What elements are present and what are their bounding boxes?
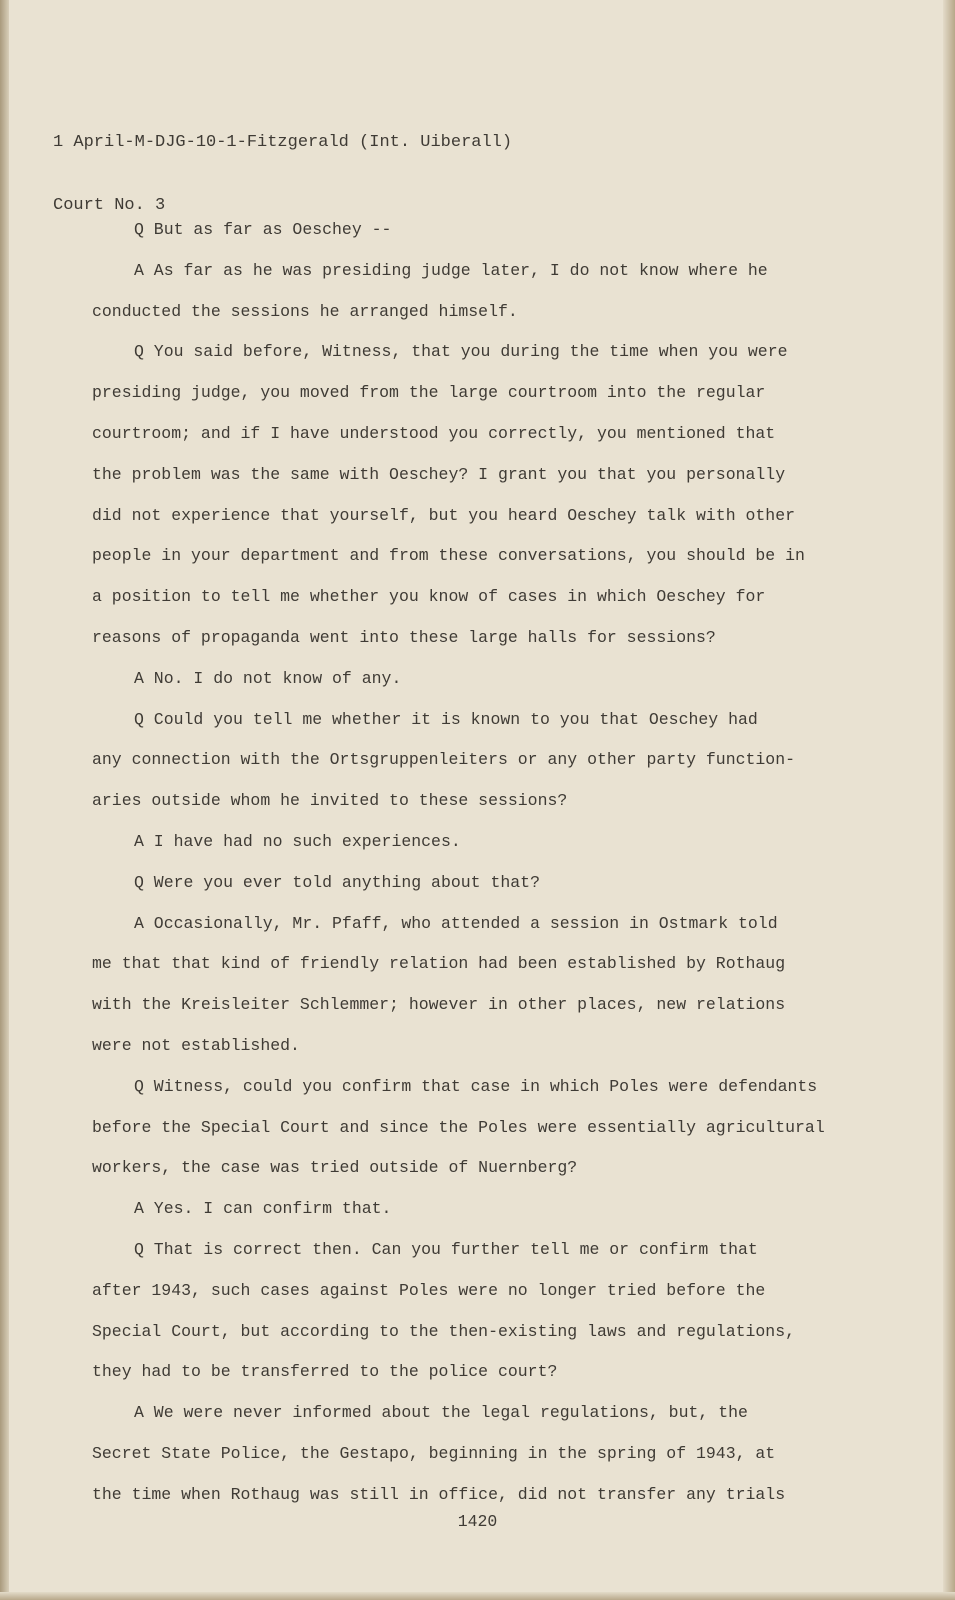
- transcript-line: reasons of propaganda went into these large halls for sessions?: [92, 627, 716, 647]
- header-case-reference: 1 April-M-DJG-10-1-Fitzgerald (Int. Uiberall): [53, 133, 513, 152]
- transcript-line: presiding judge, you moved from the large courtroom into the regular: [92, 383, 766, 403]
- transcript-line: Secret State Police, the Gestapo, beginning in the spring of 1943, at: [92, 1443, 776, 1463]
- transcript-line: A Occasionally, Mr. Pfaff, who attended a session in Ostmark told: [134, 913, 778, 933]
- transcript-line: conducted the sessions he arranged himself.: [92, 301, 518, 321]
- transcript-line: the time when Rothaug was still in office, did not transfer any trials: [92, 1484, 786, 1504]
- transcript-line: were not established.: [92, 1035, 300, 1055]
- transcript-body: [92, 220, 862, 1526]
- transcript-line: any connection with the Ortsgruppenleiters or any other party function-: [92, 750, 796, 770]
- transcript-line: Q Could you tell me whether it is known to you that Oeschey had: [134, 709, 758, 729]
- transcript-line: A I have had no such experiences.: [134, 831, 461, 851]
- transcript-line: Q You said before, Witness, that you during the time when you were: [134, 342, 788, 362]
- transcript-line: A Yes. I can confirm that.: [134, 1199, 392, 1219]
- transcript-line: the problem was the same with Oeschey? I grant you that you personally: [92, 464, 786, 484]
- transcript-line: before the Special Court and since the Poles were essentially agricultural: [92, 1117, 825, 1137]
- page-bottom-edge: [0, 1592, 955, 1600]
- page-right-edge: [943, 0, 955, 1600]
- transcript-line: me that that kind of friendly relation had been established by Rothaug: [92, 954, 786, 974]
- transcript-line: courtroom; and if I have understood you correctly, you mentioned that: [92, 423, 776, 443]
- transcript-line: workers, the case was tried outside of Nuernberg?: [92, 1158, 578, 1178]
- transcript-line: A No. I do not know of any.: [134, 668, 402, 688]
- transcript-line: after 1943, such cases against Poles were no longer tried before the: [92, 1280, 766, 1300]
- transcript-line: did not experience that yourself, but you heard Oeschey talk with other: [92, 505, 796, 525]
- transcript-line: with the Kreisleiter Schlemmer; however in other places, new relations: [92, 995, 786, 1015]
- transcript-line: Q That is correct then. Can you further tell me or confirm that: [134, 1239, 758, 1259]
- transcript-line: A We were never informed about the legal regulations, but, the: [134, 1403, 748, 1423]
- transcript-line: people in your department and from these conversations, you should be in: [92, 546, 805, 566]
- transcript-line: Q Witness, could you confirm that case in which Poles were defendants: [134, 1076, 818, 1096]
- transcript-line: Q But as far as Oeschey --: [134, 220, 392, 239]
- page-number: 1420: [457, 1512, 498, 1531]
- transcript-line: they had to be transferred to the police court?: [92, 1362, 558, 1382]
- transcript-line: Special Court, but according to the then-existing laws and regulations,: [92, 1321, 796, 1341]
- transcript-line: Q Were you ever told anything about that?: [134, 872, 540, 892]
- transcript-line: a position to tell me whether you know of cases in which Oeschey for: [92, 587, 766, 607]
- header-court-number: Court No. 3: [53, 196, 166, 215]
- transcript-line: A As far as he was presiding judge later, I do not know where he: [134, 260, 768, 280]
- transcript-line: aries outside whom he invited to these sessions?: [92, 791, 568, 811]
- page-left-edge: [0, 0, 9, 1600]
